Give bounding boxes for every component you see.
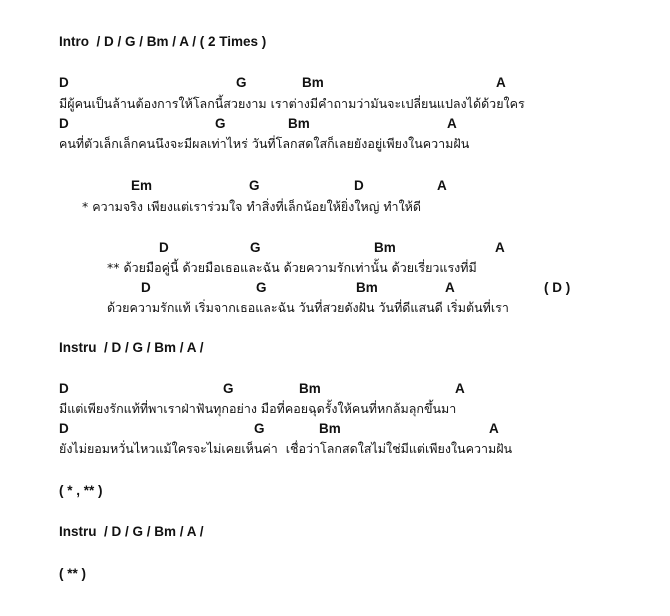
chord: A: [489, 421, 499, 436]
verse2-chord-line-1: [0, 381, 670, 397]
chord: G: [254, 421, 265, 436]
prechorus-chord-line: [0, 178, 670, 194]
verse2-chord-line-2: [0, 421, 670, 437]
chord: A: [495, 240, 505, 255]
chorus-chord-line-1: [0, 240, 670, 256]
chord: G: [250, 240, 261, 255]
chorus-chord-line-2: [0, 280, 670, 296]
chord: Bm: [356, 280, 378, 295]
intro-line: Intro / D / G / Bm / A / ( 2 Times ): [59, 34, 267, 49]
chord: A: [496, 75, 506, 90]
chord: D: [59, 75, 69, 90]
chorus-lyric-line-2: ด้วยความรักแท้ เริ่มจากเธอและฉัน วันที่สวยดังฝัน วันที่ดีแสนดี เริ่มต้นที่เรา: [107, 300, 509, 315]
chord: A: [447, 116, 457, 131]
chord: Em: [131, 178, 153, 193]
chord: Bm: [319, 421, 341, 436]
chord: G: [223, 381, 234, 396]
chord: G: [236, 75, 247, 90]
chord: G: [256, 280, 267, 295]
verse1-chord-line-1: [0, 75, 670, 91]
chord: G: [249, 178, 260, 193]
chord: D: [159, 240, 169, 255]
chord: D: [59, 421, 69, 436]
verse2-lyric-line-2: ยังไม่ยอมหวั่นไหวแม้ใครจะไม่เคยเห็นค่า เชื่อว่าโลกสดใสไม่ใช่มีแต่เพียงในความฝัน: [59, 441, 513, 456]
verse2-lyric-line-1: มีแต่เพียงรักแท้ที่พาเราฝ่าฟันทุกอย่าง มือที่คอยฉุดรั้งให้คนที่หกล้มลุกขึ้นมา: [59, 401, 457, 416]
chord: Bm: [299, 381, 321, 396]
verse1-lyric-line-2: คนที่ตัวเล็กเล็กคนนึงจะมีผลเท่าไหร่ วันที่โลกสดใสก็เลยยังอยู่เพียงในความฝัน: [59, 136, 470, 151]
chord: D: [59, 381, 69, 396]
chord: G: [215, 116, 226, 131]
verse1-lyric-line-1: มีผู้คนเป็นล้านต้องการให้โลกนี้สวยงาม เราต่างมีคำถามว่ามันจะเปลี่ยนแปลงได้ด้วยใคร: [59, 96, 525, 111]
chord: Bm: [302, 75, 324, 90]
chord: A: [445, 280, 455, 295]
chorus-lyric-line-1: ** ด้วยมือคู่นี้ ด้วยมือเธอและฉัน ด้วยความรักเท่านั้น ด้วยเรี่ยวแรงที่มี: [107, 260, 477, 275]
chord: D: [59, 116, 69, 131]
chord: A: [437, 178, 447, 193]
verse1-chord-line-2: [0, 116, 670, 132]
chord: D: [354, 178, 364, 193]
prechorus-lyric-line: * ความจริง เพียงแต่เราร่วมใจ ทำสิ่งที่เล็กน้อยให้ยิ่งใหญ่ ทำให้ดี: [82, 199, 422, 214]
repeat-marker-chorus: ( ** ): [59, 566, 86, 581]
instru-line-1: Instru / D / G / Bm / A /: [59, 340, 204, 355]
repeat-marker-prechorus-chorus: ( * , ** ): [59, 483, 103, 498]
chord: Bm: [374, 240, 396, 255]
instru-line-2: Instru / D / G / Bm / A /: [59, 524, 204, 539]
chord: Bm: [288, 116, 310, 131]
chord: ( D ): [544, 280, 571, 295]
chord: D: [141, 280, 151, 295]
chord: A: [455, 381, 465, 396]
